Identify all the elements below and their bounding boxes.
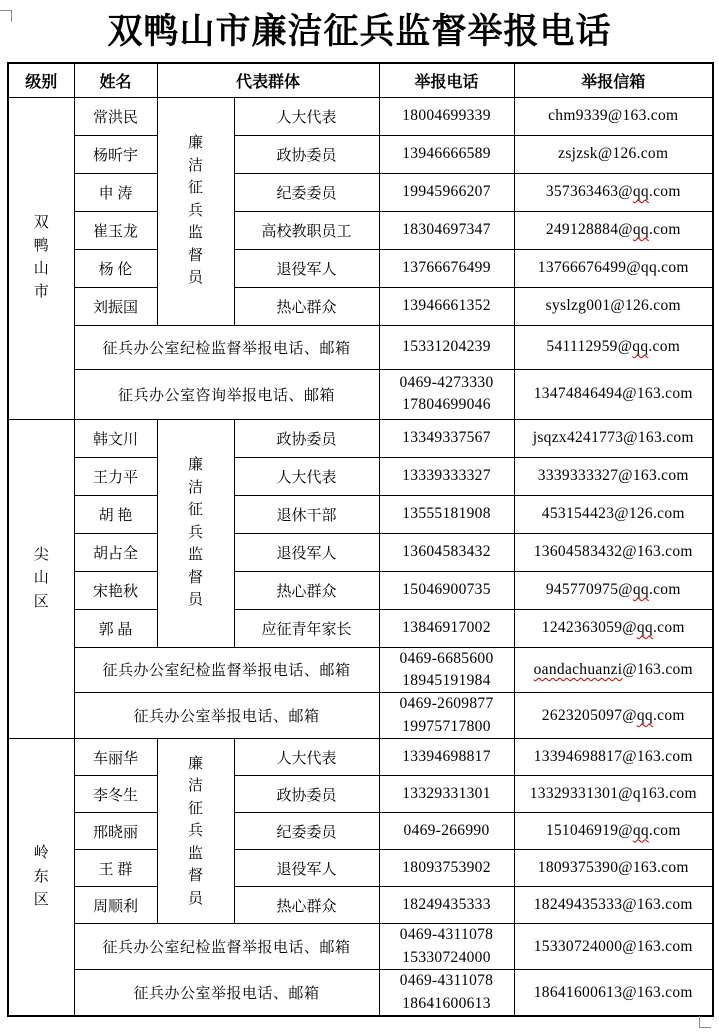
cell-group: 退役军人 bbox=[234, 533, 379, 571]
cell-name: 王力平 bbox=[74, 457, 157, 495]
table-row bbox=[8, 533, 713, 571]
page-title: 双鸭山市廉洁征兵监督举报电话 bbox=[107, 12, 612, 51]
cell-email: 3339333327@163.com bbox=[514, 457, 713, 495]
cell-email: 18641600613@163.com bbox=[514, 970, 713, 1016]
cell-name: 周顺利 bbox=[74, 887, 157, 924]
cell-email: 13329331301@q163.com bbox=[514, 776, 713, 813]
report-phone-table bbox=[7, 62, 714, 1018]
cell-name: 杨昕宇 bbox=[74, 135, 157, 173]
table-row bbox=[8, 739, 713, 776]
cell-name: 胡 艳 bbox=[74, 495, 157, 533]
cell-email: 2623205097@qq.com bbox=[514, 693, 713, 739]
table-row bbox=[8, 495, 713, 533]
cell-email: syslzg001@126.com bbox=[514, 287, 713, 325]
cell-phone: 0469-4311078 18641600613 bbox=[379, 970, 514, 1016]
cell-phone: 13766676499 bbox=[379, 249, 514, 287]
cell-name: 杨 伦 bbox=[74, 249, 157, 287]
cell-name: 刘振国 bbox=[74, 287, 157, 325]
margin-crop-mark-bottom-right bbox=[699, 1016, 711, 1028]
cell-phone: 13394698817 bbox=[379, 739, 514, 776]
region-label: 尖山区 bbox=[8, 419, 74, 739]
office-row bbox=[8, 647, 713, 693]
cell-phone: 15331204239 bbox=[379, 325, 514, 369]
cell-name: 常洪民 bbox=[74, 97, 157, 135]
supervisor-label: 廉洁征兵监督员 bbox=[157, 739, 234, 924]
spellcheck-squiggle: qq bbox=[636, 706, 653, 724]
cell-group: 人大代表 bbox=[234, 739, 379, 776]
spellcheck-squiggle: oandachuanzi bbox=[533, 660, 623, 678]
cell-phone: 13329331301 bbox=[379, 776, 514, 813]
supervisor-label: 廉洁征兵监督员 bbox=[157, 97, 234, 325]
office-label: 征兵办公室纪检监督举报电话、邮箱 bbox=[74, 924, 379, 970]
spellcheck-squiggle: qq bbox=[632, 221, 649, 238]
cell-group: 政协委员 bbox=[234, 135, 379, 173]
cell-phone: 13349337567 bbox=[379, 419, 514, 457]
table-row bbox=[8, 609, 713, 647]
cell-email: 357363463@qq.com bbox=[514, 173, 713, 211]
table-row bbox=[8, 850, 713, 887]
cell-email: 541112959@qq.com bbox=[514, 325, 713, 369]
header-row bbox=[8, 63, 713, 98]
cell-email: jsqzx4241773@163.com bbox=[514, 419, 713, 457]
office-row bbox=[8, 325, 713, 369]
office-row bbox=[8, 924, 713, 970]
cell-name: 李冬生 bbox=[74, 776, 157, 813]
cell-phone: 0469-266990 bbox=[379, 813, 514, 850]
cell-email: 1242363059@qq.com bbox=[514, 609, 713, 647]
table-row bbox=[8, 211, 713, 249]
cell-group: 退役军人 bbox=[234, 249, 379, 287]
cell-group: 政协委员 bbox=[234, 776, 379, 813]
cell-email: 1809375390@163.com bbox=[514, 850, 713, 887]
cell-phone: 15046900735 bbox=[379, 571, 514, 609]
cell-name: 王 群 bbox=[74, 850, 157, 887]
cell-phone: 13946666589 bbox=[379, 135, 514, 173]
supervisor-label: 廉洁征兵监督员 bbox=[157, 419, 234, 647]
region-label: 双鸭山市 bbox=[8, 97, 74, 419]
office-label: 征兵办公室举报电话、邮箱 bbox=[74, 970, 379, 1016]
cell-phone: 13339333327 bbox=[379, 457, 514, 495]
header-email: 举报信箱 bbox=[514, 63, 713, 98]
cell-name: 胡占全 bbox=[74, 533, 157, 571]
cell-group: 热心群众 bbox=[234, 571, 379, 609]
cell-phone: 18304697347 bbox=[379, 211, 514, 249]
cell-phone: 0469-6685600 18945191984 bbox=[379, 647, 514, 693]
cell-group: 纪委委员 bbox=[234, 813, 379, 850]
cell-email: 453154423@126.com bbox=[514, 495, 713, 533]
cell-email: 945770975@qq.com bbox=[514, 571, 713, 609]
cell-group: 应征青年家长 bbox=[234, 609, 379, 647]
office-label: 征兵办公室纪检监督举报电话、邮箱 bbox=[74, 325, 379, 369]
office-row bbox=[8, 369, 713, 419]
table-row bbox=[8, 571, 713, 609]
table-row bbox=[8, 97, 713, 135]
cell-email: 249128884@qq.com bbox=[514, 211, 713, 249]
cell-group: 纪委委员 bbox=[234, 173, 379, 211]
cell-phone: 18004699339 bbox=[379, 97, 514, 135]
region-label: 岭东区 bbox=[8, 739, 74, 1016]
cell-phone: 19945966207 bbox=[379, 173, 514, 211]
table-row bbox=[8, 813, 713, 850]
cell-phone: 0469-4311078 15330724000 bbox=[379, 924, 514, 970]
cell-email: 151046919@qq.com bbox=[514, 813, 713, 850]
cell-phone: 13604583432 bbox=[379, 533, 514, 571]
cell-group: 政协委员 bbox=[234, 419, 379, 457]
office-label: 征兵办公室咨询举报电话、邮箱 bbox=[74, 369, 379, 419]
cell-name: 宋艳秋 bbox=[74, 571, 157, 609]
header-group: 代表群体 bbox=[157, 63, 379, 98]
cell-email: chm9339@163.com bbox=[514, 97, 713, 135]
cell-email: 18249435333@163.com bbox=[514, 887, 713, 924]
cell-group: 人大代表 bbox=[234, 457, 379, 495]
table-row bbox=[8, 173, 713, 211]
cell-phone: 13555181908 bbox=[379, 495, 514, 533]
cell-group: 退役军人 bbox=[234, 850, 379, 887]
cell-email: 13394698817@163.com bbox=[514, 739, 713, 776]
cell-name: 车丽华 bbox=[74, 739, 157, 776]
header-phone: 举报电话 bbox=[379, 63, 514, 98]
cell-phone: 18249435333 bbox=[379, 887, 514, 924]
cell-phone: 0469-2609877 19975717800 bbox=[379, 693, 514, 739]
cell-name: 申 涛 bbox=[74, 173, 157, 211]
table-row bbox=[8, 457, 713, 495]
cell-phone: 13846917002 bbox=[379, 609, 514, 647]
office-row bbox=[8, 693, 713, 739]
table-row bbox=[8, 249, 713, 287]
cell-group: 热心群众 bbox=[234, 887, 379, 924]
cell-name: 邢晓丽 bbox=[74, 813, 157, 850]
cell-group: 高校教职员工 bbox=[234, 211, 379, 249]
spellcheck-squiggle: qq bbox=[632, 338, 649, 355]
cell-email: 15330724000@163.com bbox=[514, 924, 713, 970]
office-label: 征兵办公室纪检监督举报电话、邮箱 bbox=[74, 647, 379, 693]
cell-email: 13766676499@qq.com bbox=[514, 249, 713, 287]
header-level: 级别 bbox=[8, 63, 74, 98]
spellcheck-squiggle: qq bbox=[636, 619, 653, 636]
cell-email: oandachuanzi@163.com bbox=[514, 647, 713, 693]
cell-group: 热心群众 bbox=[234, 287, 379, 325]
cell-phone: 13946661352 bbox=[379, 287, 514, 325]
office-row bbox=[8, 970, 713, 1016]
table-row bbox=[8, 887, 713, 924]
cell-phone: 0469-4273330 17804699046 bbox=[379, 369, 514, 419]
cell-email: zsjzsk@126.com bbox=[514, 135, 713, 173]
table-row bbox=[8, 287, 713, 325]
spellcheck-squiggle: qq bbox=[632, 183, 649, 200]
spellcheck-squiggle: qq bbox=[632, 581, 649, 598]
header-name: 姓名 bbox=[74, 63, 157, 98]
table-row bbox=[8, 776, 713, 813]
cell-group: 退休干部 bbox=[234, 495, 379, 533]
cell-group: 人大代表 bbox=[234, 97, 379, 135]
cell-name: 郭 晶 bbox=[74, 609, 157, 647]
spellcheck-squiggle: qq bbox=[632, 822, 649, 840]
cell-email: 13474846494@163.com bbox=[514, 369, 713, 419]
table-row bbox=[8, 419, 713, 457]
table-row bbox=[8, 135, 713, 173]
cell-phone: 18093753902 bbox=[379, 850, 514, 887]
cell-name: 韩文川 bbox=[74, 419, 157, 457]
cell-name: 崔玉龙 bbox=[74, 211, 157, 249]
office-label: 征兵办公室举报电话、邮箱 bbox=[74, 693, 379, 739]
cell-email: 13604583432@163.com bbox=[514, 533, 713, 571]
margin-crop-mark-top-left bbox=[0, 10, 12, 22]
